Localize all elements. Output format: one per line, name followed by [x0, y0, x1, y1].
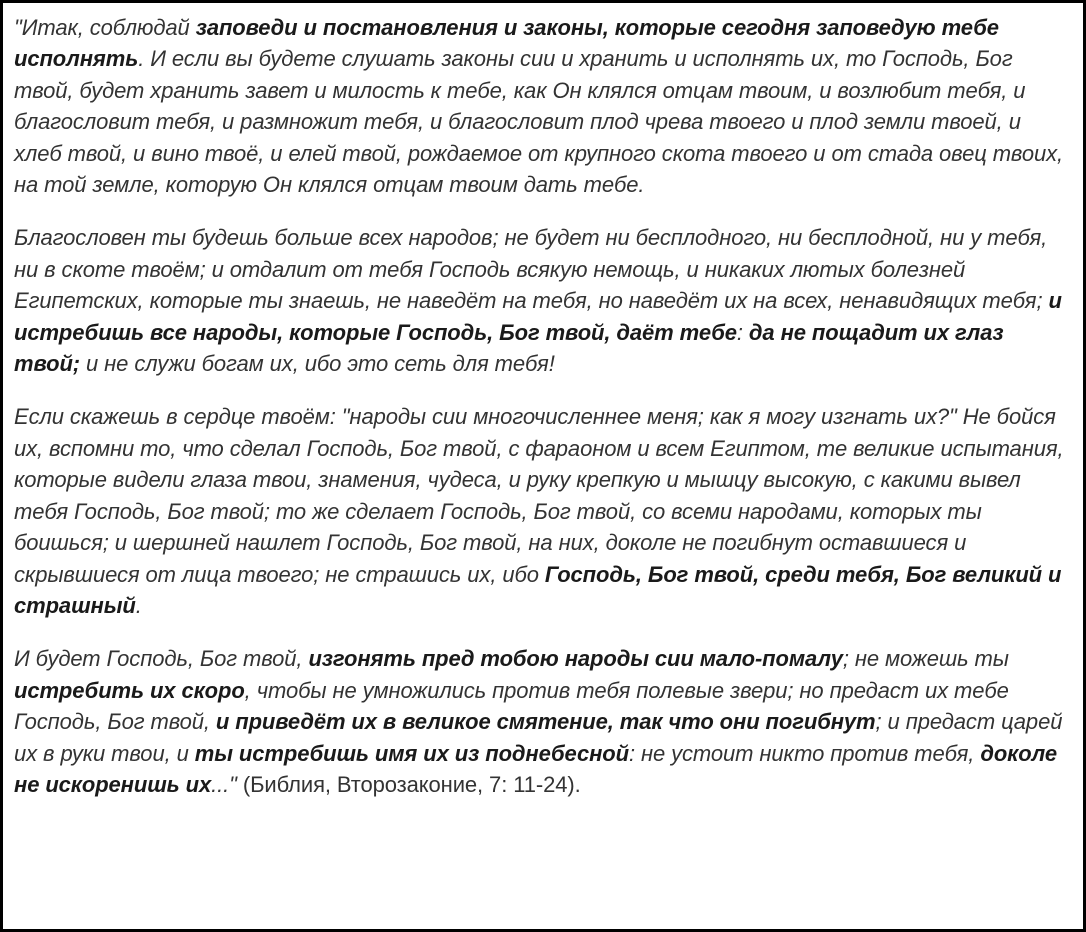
- text-segment: Благословен ты будешь больше всех народов; не будет ни бесплодного, ни бесплодной, ни у тебя, ни в скоте твоём; и отдалит от тебя Господь всякую немощь, и никаких лютых болезней Египетских, которые ты знаешь, не наведёт на тебя, но наведёт их на всех, ненавидящих тебя;: [14, 225, 1049, 314]
- bold-segment: и истребишь все народы, которые Господь, Бог твой, даёт тебе: [14, 288, 1062, 345]
- text-segment: . И если вы будете слушать законы сии и хранить и исполнять их, то Господь, Бог твой, будет хранить завет и милость к тебе, как Он клялся отцам твоим, и возлюбит тебя, и благословит тебя, и размножит тебя, и благословит плод чрева твоего и плод земли твоей, и хлеб твой, и вино твоё, и елей твой, рождаемое от крупного скота твоего и от стада овец твоих, на той земле, которую Он клялся отцам твоим дать тебе.: [14, 46, 1064, 198]
- text-segment: и не служи богам их, ибо это сеть для тебя!: [80, 351, 555, 377]
- paragraph-3: [14, 401, 1072, 621]
- text-segment: ; не можешь ты: [842, 646, 1009, 672]
- paragraph-1: [14, 12, 1072, 200]
- bold-segment: да не пощадит их глаз твой;: [14, 319, 1004, 377]
- text-segment: :: [736, 319, 749, 345]
- bold-segment: Господь, Бог твой, среди тебя, Бог великий и страшный: [14, 561, 1062, 618]
- bold-segment: доколе не искоренишь их: [14, 740, 1057, 797]
- bold-segment: ты истребишь имя их из поднебесной: [194, 740, 629, 766]
- text-segment: ; и предаст царей их в руки твои, и: [14, 709, 1063, 766]
- bold-segment: истребить их скоро: [14, 677, 245, 703]
- scripture-quote: [14, 12, 1072, 822]
- text-segment: Если скажешь в сердце твоём: "народы сии многочисленнее меня; как я могу изгнать их?" Не бойся их, вспомни то, что сделал Господь, Бог твой, с фараоном и всем Египтом, те великие испытания, которые видели глаза твои, знамения, чудеса, и руку крепкую и мышцу высокую, с какими вывел тебя Господь, Бог твой; то же сделает Господь, Бог твой, со всеми народами, которых ты боишься; и шершней нашлет Господь, Бог твой, на них, доколе не погибнут оставшиеся и скрывшиеся от лица твоего; не страшись их, ибо: [14, 404, 1064, 587]
- bold-segment: и приведёт их в великое смятение, так что они погибнут: [215, 709, 876, 735]
- citation: (Библия, Второзаконие, 7: 11-24).: [236, 771, 581, 797]
- text-segment: : не устоит никто против тебя,: [628, 740, 981, 766]
- bold-segment: заповеди и постановления и законы, которые сегодня заповедую тебе исполнять: [14, 15, 999, 72]
- text-segment: И будет Господь, Бог твой,: [14, 646, 309, 672]
- text-segment: .: [135, 592, 142, 618]
- text-segment: , чтобы не умножились против тебя полевые звери; но предаст их тебе Господь, Бог твой,: [14, 677, 1009, 735]
- paragraph-2: [14, 222, 1072, 379]
- text-segment: "Итак, соблюдай: [14, 15, 196, 40]
- bold-segment: изгонять пред тобою народы сии мало-помалу: [308, 646, 843, 672]
- paragraph-4: [14, 643, 1072, 800]
- text-segment: ...": [211, 771, 237, 797]
